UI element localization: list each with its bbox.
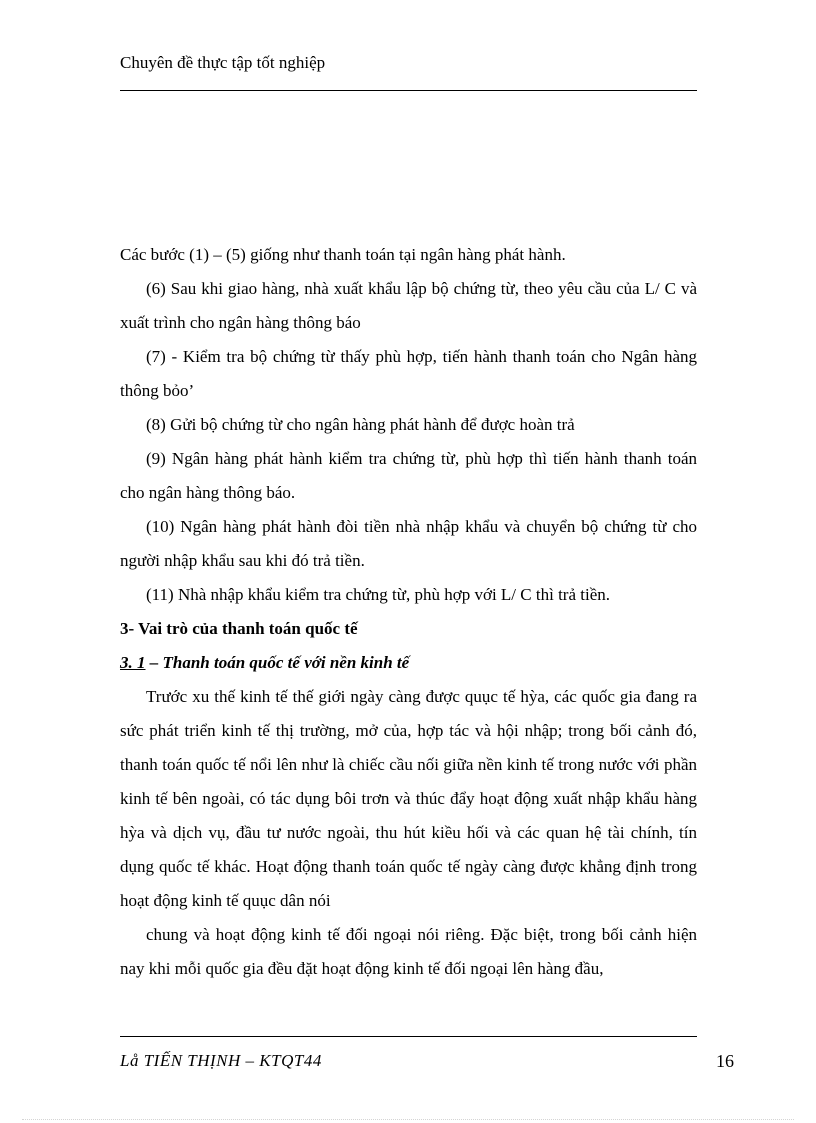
body-paragraph-9: chung và hoạt động kinh tế đối ngoại nói riêng. Đặc biệt, trong bối cảnh hiện nay khi mỗi quốc gia đều đặt hoạt động kinh tế đối ngoại lên hàng đầu, — [120, 925, 697, 978]
section-heading: 3- Vai trò của thanh toán quốc tế — [120, 619, 358, 638]
page-number: 16 — [716, 1051, 734, 1071]
body-paragraph-2: (6) Sau khi giao hàng, nhà xuất khẩu lập bộ chứng từ, theo yêu cầu của L/ C và xuất trình cho ngân hàng thông báo — [120, 279, 697, 332]
body-paragraph-5: (9) Ngân hàng phát hành kiểm tra chứng từ, phù hợp thì tiến hành thanh toán cho ngân hàng thông báo. — [120, 449, 697, 502]
header-divider — [120, 90, 697, 91]
body-paragraph-7: (11) Nhà nhập khẩu kiểm tra chứng từ, phù hợp với L/ C thì trả tiền. — [146, 585, 610, 604]
footer-divider — [120, 1036, 697, 1037]
page-body — [120, 238, 697, 986]
footer-author: Lå TIẾN THỊNH – KTQT44 — [120, 1051, 322, 1070]
body-paragraph-3: (7) - Kiểm tra bộ chứng từ thấy phù hợp, tiến hành thanh toán cho Ngân hàng thông bỏo’ — [120, 347, 697, 400]
header-title: Chuyên đề thực tập tốt nghiệp — [120, 53, 326, 72]
subsection-heading — [120, 646, 697, 680]
body-paragraph-1: Các bước (1) – (5) giống như thanh toán tại ngân hàng phát hành. — [120, 245, 566, 264]
body-paragraph-8: Trước xu thế kinh tế thế giới ngày càng được quục tế hỳa, các quốc gia đang ra sức phát triển kinh tế thị trường, mở của, hợp tác và hội nhập; trong bối cảnh đó, thanh toán quốc tế nổi lên như là chiếc cầu nối giữa nền kinh tế trong nước với phần kinh tế bên ngoài, có tác dụng bôi trơn và thúc đẩy hoạt động xuất nhập khẩu hàng hỳa và dịch vụ, đầu tư nước ngoài, thu hút kiều hối và các quan hệ tài chính, tín dụng quốc tế khác. Hoạt động thanh toán quốc tế ngày càng được khẳng định trong hoạt động kinh tế quục dân nói — [120, 687, 697, 910]
body-paragraph-6: (10) Ngân hàng phát hành đòi tiền nhà nhập khẩu và chuyển bộ chứng từ cho người nhập khẩu sau khi đó trả tiền. — [120, 517, 697, 570]
body-paragraph-4: (8) Gửi bộ chứng từ cho ngân hàng phát hành để được hoàn trả — [146, 415, 575, 434]
subsection-title: – Thanh toán quốc tế với nền kinh tế — [145, 653, 410, 672]
subsection-number: 3. 1 — [120, 653, 146, 672]
bottom-dotted-line — [22, 1119, 794, 1120]
